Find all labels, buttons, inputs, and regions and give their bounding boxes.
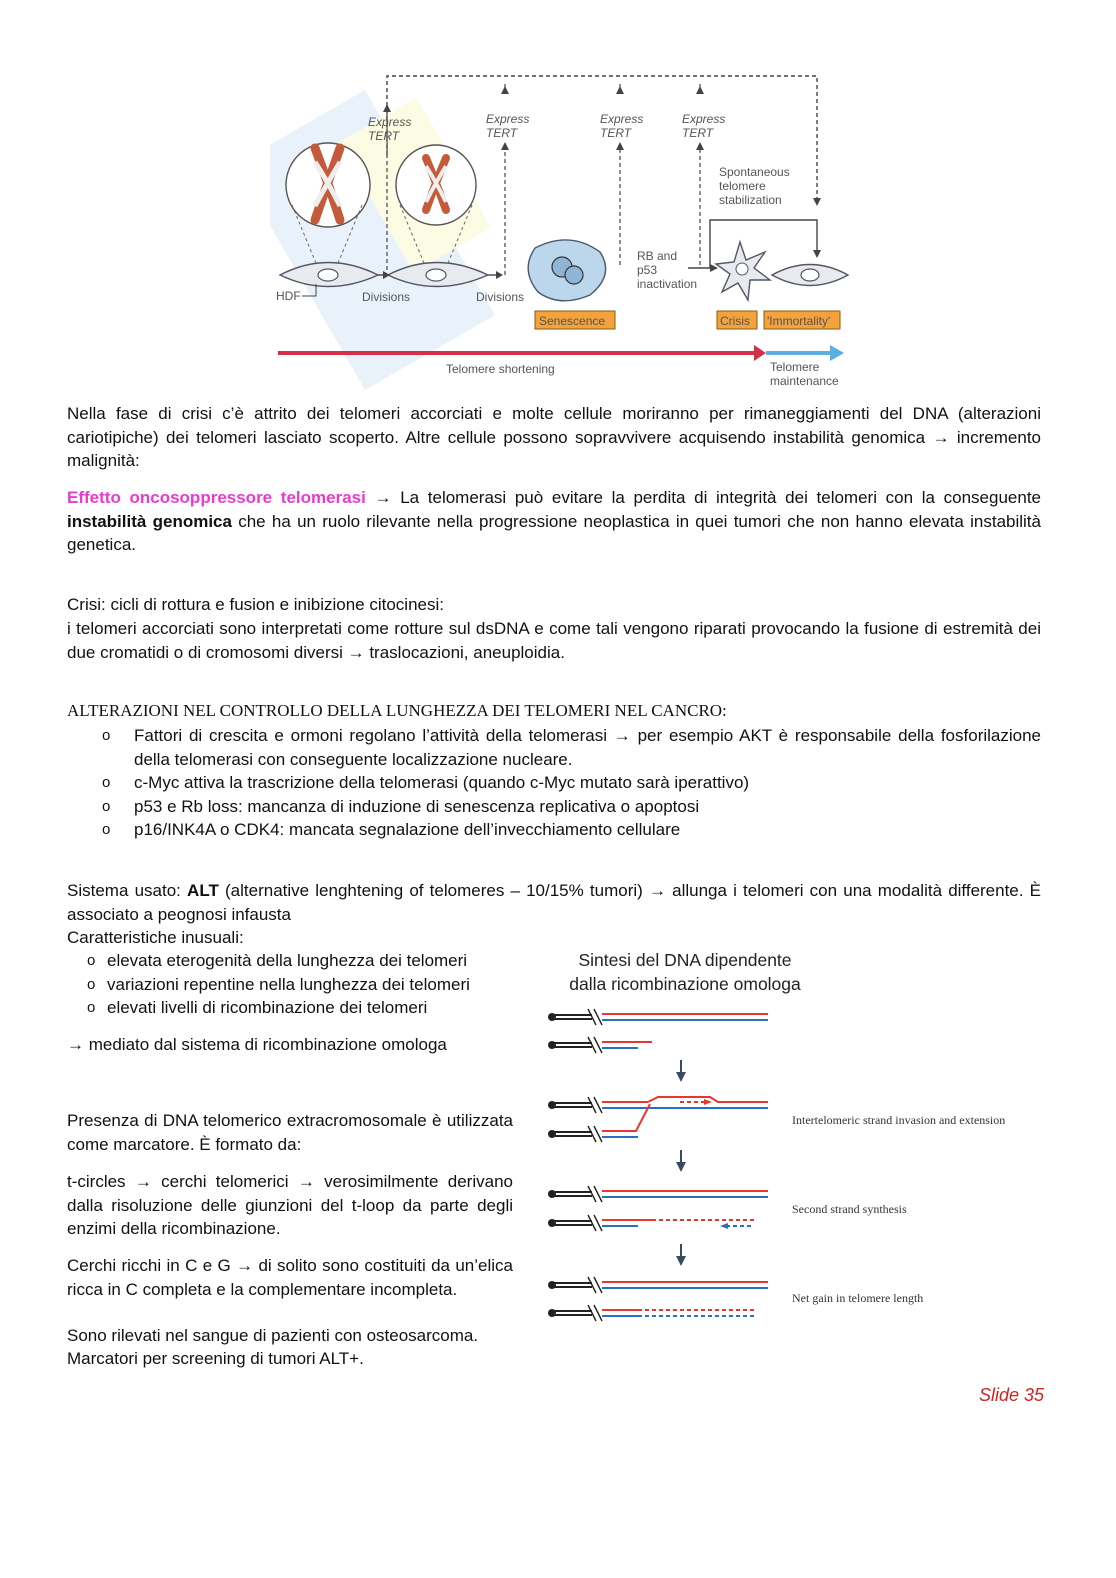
svg-text:TERT: TERT [600, 126, 632, 140]
alt-paragraph: Sistema usato: ALT (alternative lenghtening of telomeres – 10/15% tumori) → allunga i telomeri con una modalità differente. È associato a peognosi infausta [67, 881, 1041, 924]
list-item: o variazioni repentine nella lunghezza dei telomeri [87, 974, 470, 994]
list-item: o elevata eterogenità della lunghezza dei telomeri [87, 951, 468, 970]
alterazioni-heading: ALTERAZIONI NEL CONTROLLO DELLA LUNGHEZZA DEI TELOMERI NEL CANCRO: [67, 701, 727, 720]
paragraph-crisi: Nella fase di crisi c’è attrito dei telomeri accorciati e molte cellule moriranno per rimaneggiamenti del DNA (alterazioni cariotipiche) dei telomeri lasciato scoperto. Altre cellule possono sopravvivere acquisendo instabilità genomica → incremento malignità: [67, 404, 1041, 470]
svg-text:TERT: TERT [682, 126, 714, 140]
crisi-heading: Crisi: cicli di rottura e fusion e inibizione citocinesi: [67, 595, 444, 614]
presenza-paragraph: Presenza di DNA telomerico extracromosomale è utilizzata come marcatore. È formato da: [67, 1111, 513, 1154]
list-item: o elevati livelli di ricombinazione dei telomeri [87, 998, 428, 1017]
hr-synthesis-diagram [540, 1000, 1040, 1330]
svg-text:Express: Express [368, 115, 412, 129]
chromosome-circle-1 [286, 143, 370, 227]
immortal-cell [772, 265, 848, 286]
paragraph-effetto: Effetto oncosoppressore telomerasi → La telomerasi può evitare la perdita di integrità dei telomeri con la conseguente instabilità genomica che ha un ruolo rilevante nella progressione neoplastica in quei tumori che non hanno elevata instabilità genetica. [67, 488, 1041, 554]
svg-text:inactivation: inactivation [637, 277, 698, 291]
crisi-text: i telomeri accorciati sono interpretati come rotture sul dsDNA e come tali vengono riparati provocando la fusione di estremità dei due cromatidi o di cromosomi diversi → traslocazioni, aneuploidia. [67, 619, 1041, 662]
telomere-maintenance-arrow [766, 351, 832, 355]
svg-text:Telomere: Telomere [770, 360, 820, 374]
caratteristiche-heading: Caratteristiche inusuali: [67, 928, 244, 947]
alterazioni-list [102, 724, 1041, 842]
svg-text:HDF: HDF [276, 289, 301, 303]
svg-text:p53: p53 [637, 263, 658, 277]
svg-text:Express: Express [682, 112, 726, 126]
senescent-cell [528, 240, 605, 301]
osteosarcoma-text: Sono rilevati nel sangue di pazienti con osteosarcoma. [67, 1326, 479, 1345]
svg-text:telomere: telomere [719, 179, 766, 193]
caratteristiche-list [87, 949, 517, 1020]
svg-text:TERT: TERT [368, 129, 400, 143]
list-item: o p53 e Rb loss: mancanza di induzione di senescenza replicativa o apoptosi [102, 796, 700, 816]
hr-figure-title: Sintesi del DNA dipendente dalla ricombinazione omologa [569, 950, 801, 994]
list-item: o c-Myc attiva la trascrizione della telomerasi (quando c-Myc mutato sarà iperattivo) [102, 773, 750, 792]
telomere-crisis-diagram [270, 70, 860, 395]
svg-text:Senescence: Senescence [539, 314, 606, 328]
chromosome-circle-2 [396, 145, 476, 225]
svg-text:RB and: RB and [637, 249, 678, 263]
svg-text:Express: Express [600, 112, 644, 126]
crisis-cell [716, 242, 770, 300]
svg-text:'Immortality': 'Immortality' [767, 314, 831, 328]
slide-number: Slide 35 [978, 1385, 1044, 1405]
list-item: o p16/INK4A o CDK4: mancata segnalazione dell’invecchiamento cellulare [102, 820, 681, 839]
highlight-effetto: Effetto oncosoppressore telomerasi [67, 488, 366, 507]
svg-text:Divisions: Divisions [476, 290, 525, 304]
tcircles-paragraph: t-circles → cerchi telomerici → verosimilmente derivano dalla risoluzione delle giunzioni del t-loop da parte degli enzimi della ricombinazione. [67, 1172, 513, 1238]
svg-text:Divisions: Divisions [362, 290, 411, 304]
svg-text:Telomere shortening: Telomere shortening [446, 362, 555, 376]
svg-text:Net gain in telomere length: Net gain in telomere length [792, 1291, 924, 1305]
cerchi-paragraph: Cerchi ricchi in C e G → di solito sono costituiti da un’elica ricca in C completa e la complementare incompleta. [67, 1256, 513, 1299]
svg-text:Crisis: Crisis [720, 314, 750, 328]
mediato-text: → mediato dal sistema di ricombinazione omologa [67, 1035, 447, 1054]
telomere-shortening-arrow [278, 351, 756, 355]
svg-text:TERT: TERT [486, 126, 518, 140]
marcatori-text: Marcatori per screening di tumori ALT+. [67, 1349, 364, 1368]
svg-text:Intertelomeric strand invasion: Intertelomeric strand invasion and extension [792, 1113, 1006, 1127]
svg-text:Spontaneous: Spontaneous [719, 165, 790, 179]
list-item: o Fattori di crescita e ormoni regolano l’attività della telomerasi → per esempio AKT è responsabile della fosforilazione della telomerasi con conseguente localizzazione nucleare. [102, 726, 1041, 769]
svg-text:Express: Express [486, 112, 530, 126]
svg-text:maintenance: maintenance [770, 374, 839, 388]
svg-text:stabilization: stabilization [719, 193, 782, 207]
svg-text:Second strand synthesis: Second strand synthesis [792, 1202, 907, 1216]
